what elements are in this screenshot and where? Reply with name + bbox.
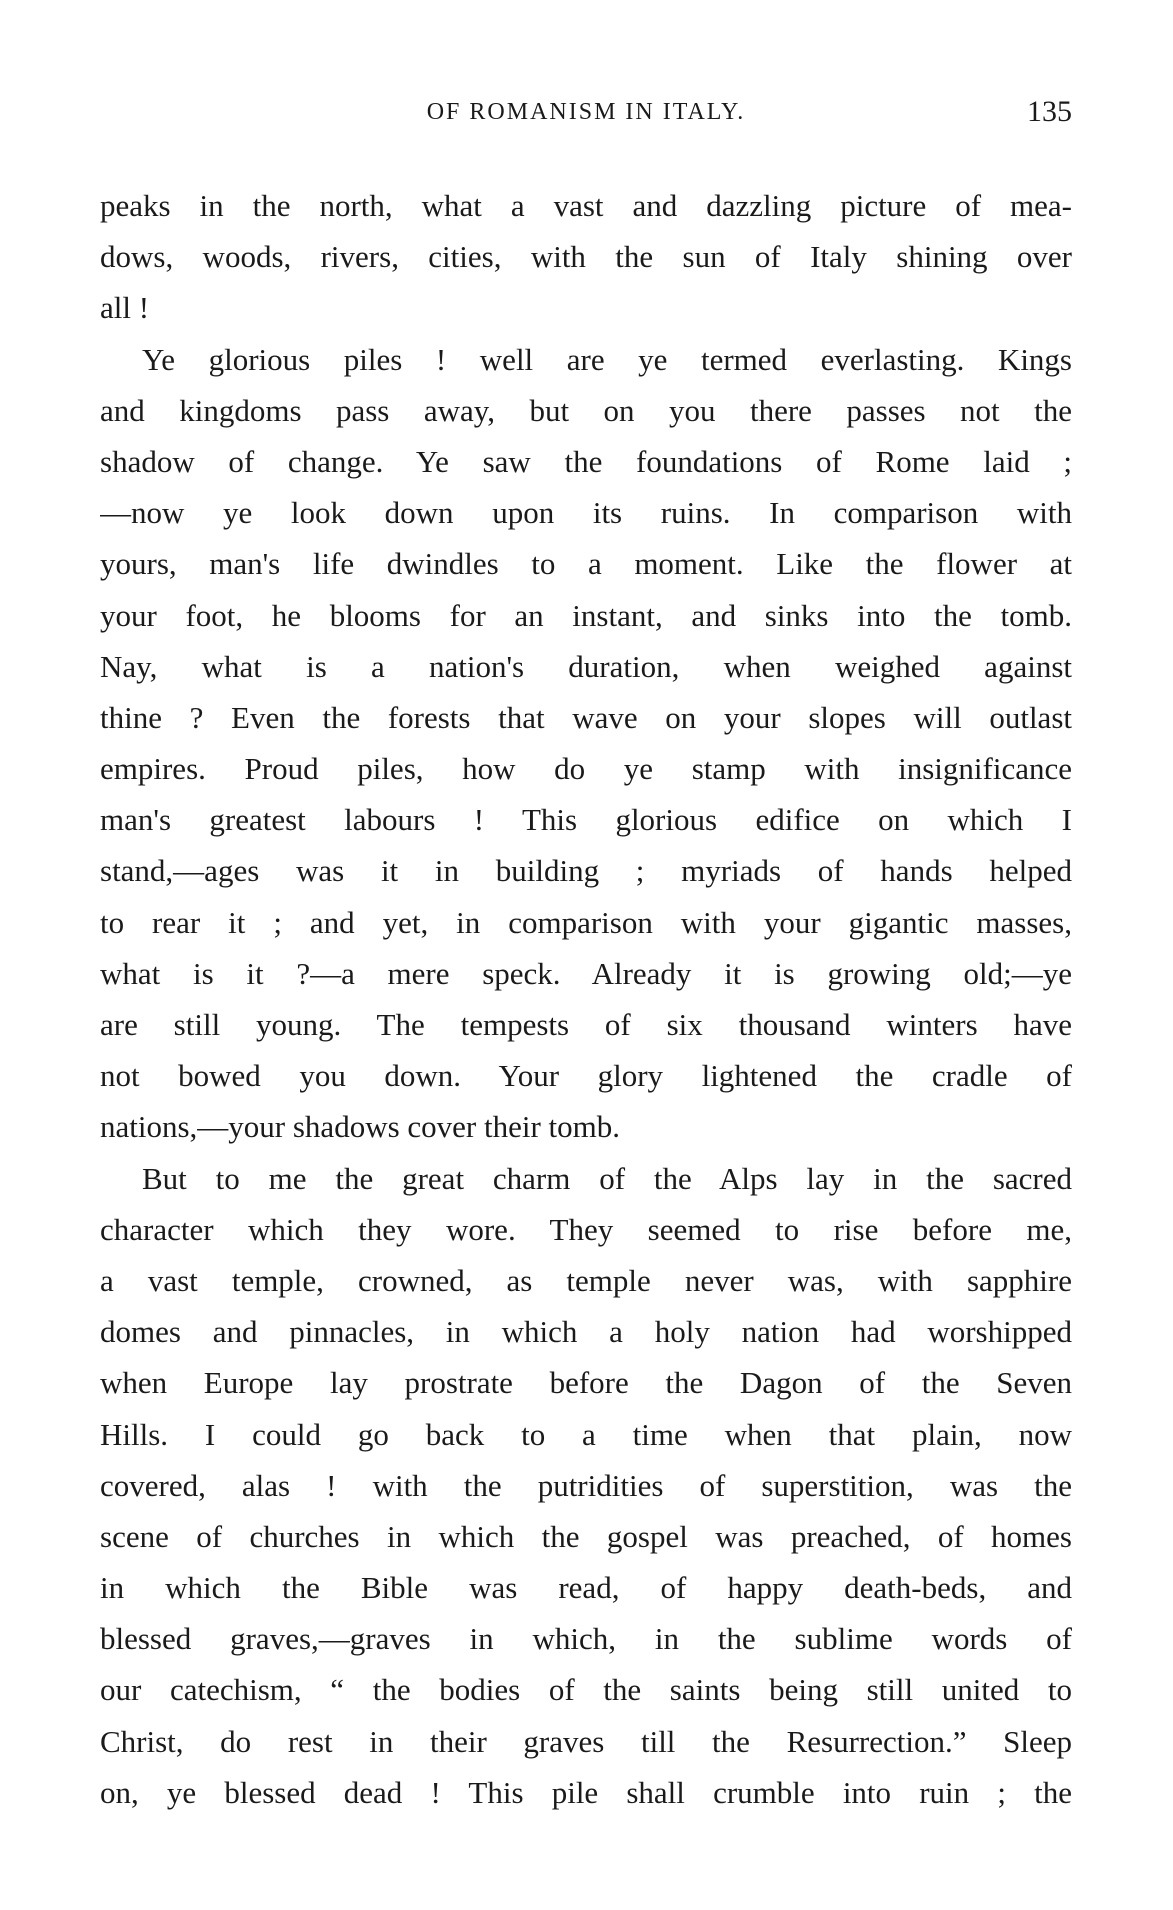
text-line: are still young. The tempests of six thousand winters have <box>100 1007 1072 1042</box>
body-text <box>100 180 1072 1818</box>
text-line: and kingdoms pass away, but on you there passes not the <box>100 392 1072 428</box>
text-line: nations,—your shadows cover their tomb. <box>100 1109 621 1145</box>
text-line: Hills. I could go back to a time when that plain, now <box>100 1416 1072 1452</box>
text-line: domes and pinnacles, in which a holy nation had worshipped <box>100 1314 1072 1350</box>
text-line: to rear it ; and yet, in comparison with your gigantic masses, <box>100 904 1072 940</box>
text-line: thine ? Even the forests that wave on your slopes will outlast <box>100 699 1072 735</box>
text-line: our catechism, “ the bodies of the saints being still united to <box>100 1672 1072 1708</box>
text-line: shadow of change. Ye saw the foundations of Rome laid ; <box>100 443 1072 479</box>
text-line: on, ye blessed dead ! This pile shall crumble into ruin ; the <box>100 1774 1072 1810</box>
text-line: Ye glorious piles ! well are ye termed everlasting. Kings <box>142 341 1072 377</box>
text-line: not bowed you down. Your glory lightened the cradle of <box>100 1058 1072 1094</box>
text-line: your foot, he blooms for an instant, and sinks into the tomb. <box>100 597 1072 633</box>
text-line: Nay, what is a nation's duration, when weighed against <box>100 648 1072 684</box>
text-line: in which the Bible was read, of happy death-beds, and <box>100 1570 1072 1606</box>
text-line: scene of churches in which the gospel was preached, of homes <box>100 1518 1072 1554</box>
text-line: empires. Proud piles, how do ye stamp with insignificance <box>100 751 1072 787</box>
text-line: stand,—ages was it in building ; myriads of hands helped <box>100 853 1072 889</box>
text-line: But to me the great charm of the Alps lay in the sacred <box>142 1160 1072 1196</box>
text-line: what is it ?—a mere speck. Already it is growing old;—ye <box>100 955 1072 991</box>
text-line: all ! <box>100 290 150 326</box>
page-number: 135 <box>1027 95 1072 128</box>
text-line: covered, alas ! with the putridities of superstition, was the <box>100 1467 1072 1503</box>
running-title: OF ROMANISM IN ITALY. <box>426 99 746 125</box>
text-line: character which they wore. They seemed to rise before me, <box>100 1211 1072 1247</box>
text-line: man's greatest labours ! This glorious edifice on which I <box>100 802 1072 838</box>
running-head <box>100 95 1072 135</box>
text-line: dows, woods, rivers, cities, with the sun of Italy shining over <box>100 239 1072 275</box>
text-line: blessed graves,—graves in which, in the sublime words of <box>100 1621 1072 1657</box>
text-line: when Europe lay prostrate before the Dagon of the Seven <box>100 1365 1072 1401</box>
text-line: peaks in the north, what a vast and dazzling picture of mea- <box>100 188 1072 223</box>
text-line: yours, man's life dwindles to a moment. Like the flower at <box>100 546 1072 582</box>
text-line: a vast temple, crowned, as temple never was, with sapphire <box>100 1262 1072 1298</box>
text-line: —now ye look down upon its ruins. In comparison with <box>100 495 1072 531</box>
text-line: Christ, do rest in their graves till the Resurrection.” Sleep <box>100 1723 1072 1759</box>
